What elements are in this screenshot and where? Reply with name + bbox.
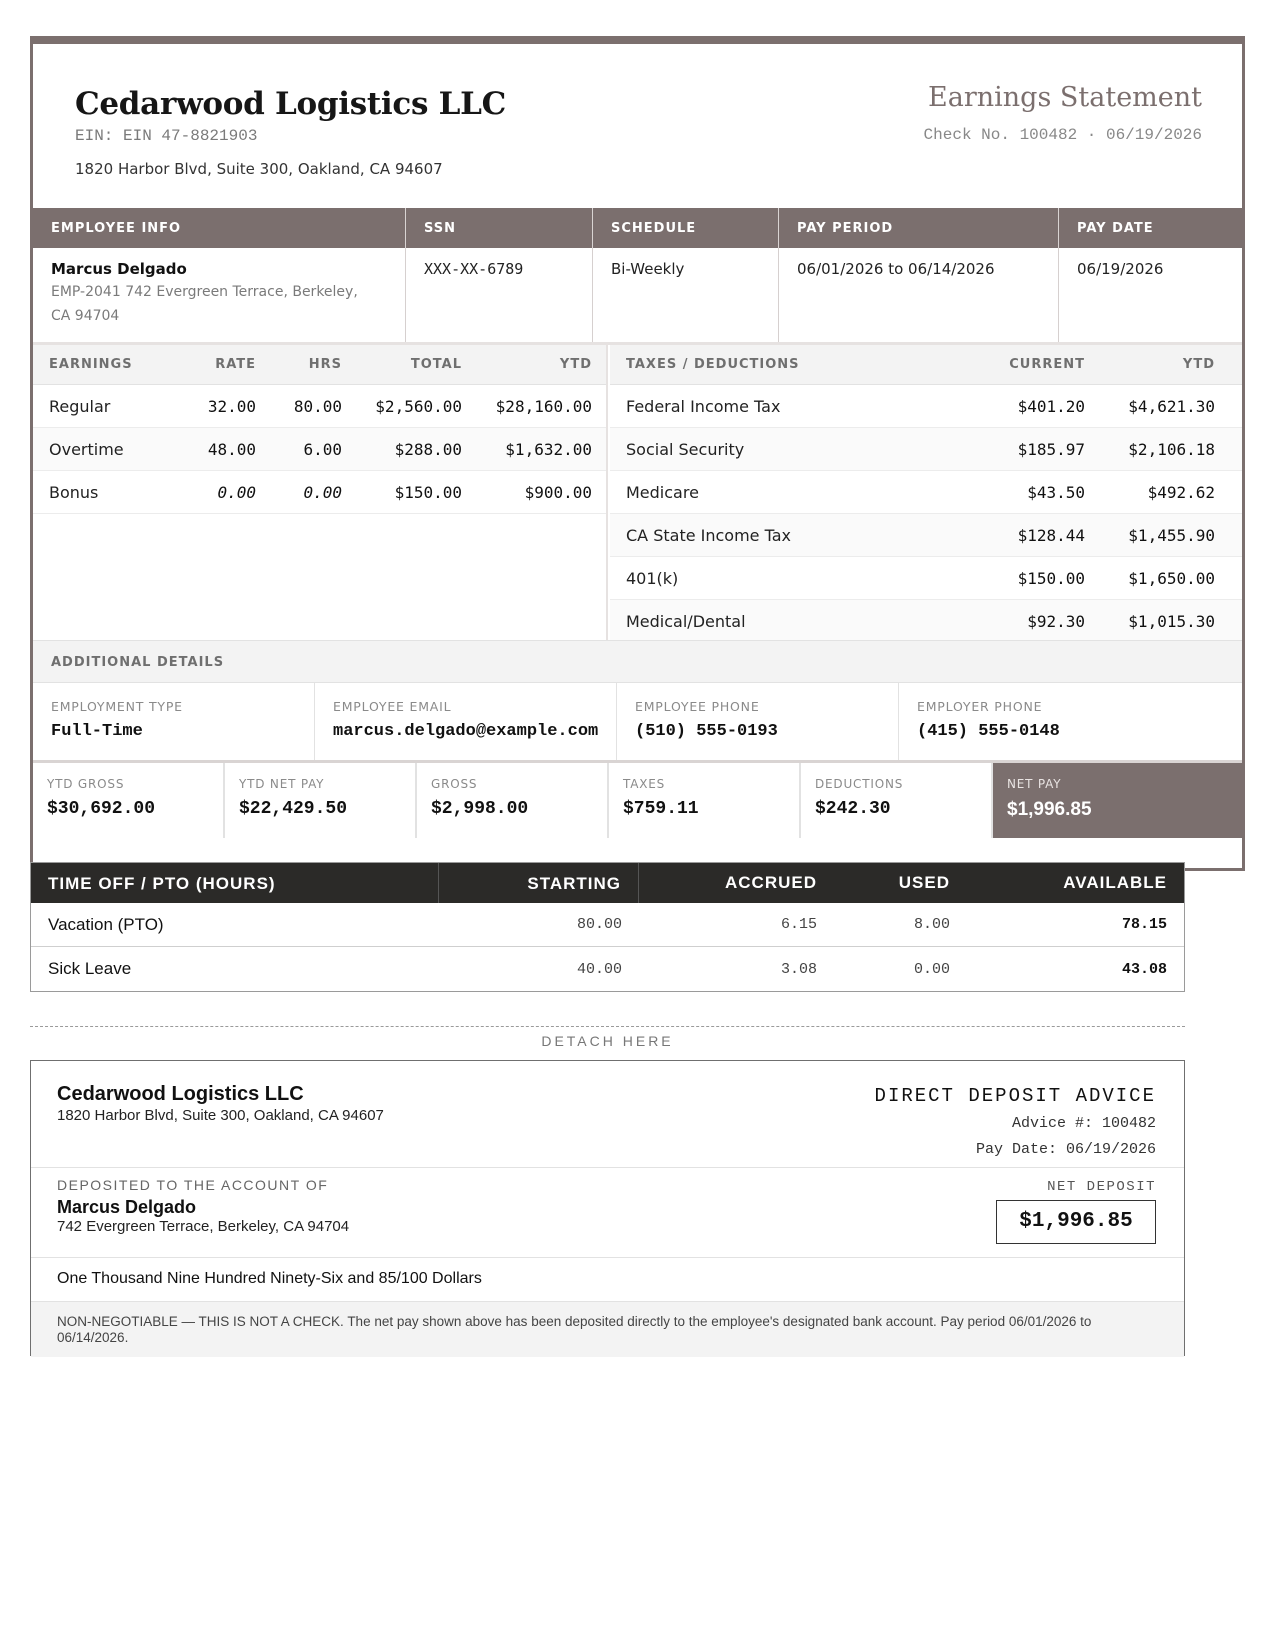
deduction-row (610, 600, 1242, 643)
net-deposit-amount: $1,996.85 (996, 1200, 1156, 1244)
deduction-ytd: $1,455.90 (1128, 525, 1215, 545)
ytd-heading: YTD (559, 357, 592, 372)
deduction-row (610, 385, 1242, 428)
schedule-value: Bi-Weekly (593, 248, 779, 342)
pay-period-value: 06/01/2026 to 06/14/2026 (779, 248, 1059, 342)
deduction-current: $128.44 (1017, 525, 1085, 545)
divider (31, 1167, 1184, 1168)
net-deposit-label: NET DEPOSIT (1047, 1179, 1156, 1195)
pto-used: 8.00 (913, 916, 950, 933)
net-pay-value: $1,996.85 (1007, 799, 1092, 820)
additional-details-row (33, 682, 1242, 760)
ytd-gross-label: YTD GROSS (47, 777, 125, 791)
earnings-label: Overtime (49, 439, 124, 459)
gross-value: $2,998.00 (431, 799, 529, 819)
earnings-total: $2,560.00 (375, 396, 462, 416)
ytd-gross-value: $30,692.00 (47, 799, 156, 819)
gross-label: GROSS (431, 777, 478, 791)
earnings-label: Regular (49, 396, 111, 416)
net-pay-label: NET PAY (1007, 777, 1062, 791)
check-number-date: Check No. 100482 · 06/19/2026 (923, 126, 1202, 144)
deduction-ytd: $1,015.30 (1128, 612, 1215, 631)
accrued-heading: ACCRUED (725, 873, 817, 892)
earnings-row (33, 428, 606, 471)
totals-row (33, 760, 1242, 838)
employer-phone-value: (415) 555-0148 (917, 722, 1060, 741)
pto-label: Vacation (PTO) (48, 914, 164, 934)
statement-header (33, 44, 1242, 208)
employee-email-label: EMPLOYEE EMAIL (333, 699, 452, 714)
earnings-rate: 32.00 (207, 396, 256, 416)
ytd-net-pay-cell (225, 763, 417, 838)
deduction-label: CA State Income Tax (626, 525, 791, 545)
deduction-label: Social Security (626, 439, 745, 459)
employment-type-cell (33, 683, 315, 760)
earnings-hours: 80.00 (293, 396, 342, 416)
employment-type-value: Full-Time (51, 722, 143, 741)
pay-date-heading: PAY DATE (1077, 221, 1154, 236)
divider (31, 1257, 1184, 1258)
additional-details-heading: ADDITIONAL DETAILS (33, 640, 1242, 682)
advice-company-name: Cedarwood Logistics LLC (57, 1083, 304, 1105)
employment-type-label: EMPLOYMENT TYPE (51, 699, 183, 714)
employee-phone-value: (510) 555-0193 (635, 722, 778, 741)
detach-line (30, 1026, 1185, 1027)
earnings-ytd: $900.00 (524, 482, 592, 502)
pay-date-value: 06/19/2026 (1077, 260, 1164, 278)
net-pay-cell (993, 763, 1242, 838)
earnings-total: $288.00 (394, 439, 462, 459)
deduction-current: $401.20 (1017, 396, 1085, 416)
available-heading: AVAILABLE (1063, 873, 1167, 892)
employee-info-cell (33, 248, 406, 342)
ytd-gross-cell (33, 763, 225, 838)
advice-title: DIRECT DEPOSIT ADVICE (874, 1085, 1156, 1107)
pay-period-heading: PAY PERIOD (779, 208, 1059, 248)
employee-info-heading: EMPLOYEE INFO (33, 208, 406, 248)
deduction-current: $92.30 (1027, 612, 1085, 631)
amount-in-words: One Thousand Nine Hundred Ninety-Six and 85/100 Dollars (57, 1270, 482, 1287)
current-heading: CURRENT (1009, 357, 1085, 372)
company-name: Cedarwood Logistics LLC (75, 86, 506, 122)
hrs-heading: HRS (308, 357, 342, 372)
earnings-ytd: $1,632.00 (505, 439, 592, 459)
pto-starting: 40.00 (576, 960, 622, 978)
deduction-label: 401(k) (626, 568, 679, 588)
earnings-ytd: $28,160.00 (495, 396, 592, 416)
earnings-total: $150.00 (394, 482, 462, 502)
earnings-label: Bonus (49, 482, 99, 502)
deductions-ytd-heading: YTD (1182, 357, 1215, 372)
pto-header-row (31, 863, 1184, 903)
pto-starting: 80.00 (576, 916, 622, 933)
direct-deposit-advice (30, 1060, 1185, 1356)
deduction-row (610, 471, 1242, 514)
total-heading: TOTAL (410, 357, 462, 372)
pto-used: 0.00 (913, 960, 950, 978)
pto-accrued: 6.15 (780, 916, 817, 933)
earnings-hours: 6.00 (303, 439, 342, 459)
schedule-heading: SCHEDULE (593, 208, 779, 248)
advice-employee-address: 742 Evergreen Terrace, Berkeley, CA 94704 (57, 1218, 350, 1235)
deduction-current: $43.50 (1027, 482, 1085, 502)
taxes-label: TAXES (623, 777, 666, 791)
company-ein: EIN: EIN 47-8821903 (75, 127, 258, 145)
employer-phone-label: EMPLOYER PHONE (917, 699, 1043, 714)
earnings-table (33, 345, 608, 640)
deductions-total-value: $242.30 (815, 799, 891, 819)
deduction-ytd: $492.62 (1147, 482, 1215, 502)
gross-cell (417, 763, 609, 838)
earnings-rate: 0.00 (217, 482, 256, 502)
deductions-header-row (610, 345, 1242, 385)
deduction-ytd: $1,650.00 (1128, 568, 1215, 588)
deduction-label: Federal Income Tax (626, 396, 781, 416)
taxes-cell (609, 763, 801, 838)
ssn-heading: SSN (406, 208, 593, 248)
earnings-hours: 0.00 (303, 482, 342, 502)
earnings-statement (30, 36, 1245, 871)
pto-available: 43.08 (1121, 960, 1167, 978)
document-title: Earnings Statement (928, 82, 1202, 113)
rate-heading: RATE (215, 357, 256, 372)
ssn-value: XXX-XX-6789 (406, 248, 593, 342)
earnings-rate: 48.00 (207, 439, 256, 459)
pto-row (31, 947, 1184, 991)
earnings-heading: EARNINGS (49, 357, 133, 372)
employee-info-row (33, 248, 1242, 342)
employee-email-value: marcus.delgado@example.com (333, 722, 599, 741)
deduction-label: Medicare (626, 482, 699, 502)
ytd-net-pay-value: $22,429.50 (239, 799, 348, 819)
earnings-row (33, 385, 606, 428)
employee-id-address: EMP-2041 742 Evergreen Terrace, Berkeley, CA 94704 (51, 284, 358, 324)
deductions-cell (801, 763, 993, 838)
pto-table (30, 862, 1185, 992)
pto-accrued: 3.08 (780, 960, 817, 978)
deduction-label: Medical/Dental (626, 612, 746, 631)
deductions-total-label: DEDUCTIONS (815, 777, 904, 791)
deduction-current: $150.00 (1017, 568, 1085, 588)
employee-phone-cell (617, 683, 899, 760)
deduction-ytd: $2,106.18 (1128, 439, 1215, 459)
pto-label: Sick Leave (48, 959, 132, 978)
employee-phone-label: EMPLOYEE PHONE (635, 699, 760, 714)
earnings-deductions-section (33, 342, 1242, 640)
employer-phone-cell (899, 683, 1242, 760)
starting-heading: STARTING (439, 863, 639, 903)
company-address: 1820 Harbor Blvd, Suite 300, Oakland, CA 94607 (75, 160, 443, 178)
advice-pay-date: Pay Date: 06/19/2026 (975, 1141, 1156, 1158)
employee-name: Marcus Delgado (51, 260, 187, 278)
deduction-row (610, 428, 1242, 471)
taxes-value: $759.11 (623, 799, 699, 819)
ytd-net-pay-label: YTD NET PAY (239, 777, 325, 791)
pto-heading: TIME OFF / PTO (HOURS) (31, 863, 439, 903)
earnings-header-row (33, 345, 606, 385)
employee-info-header (33, 208, 1242, 248)
pto-available: 78.15 (1121, 916, 1167, 933)
employee-email-cell (315, 683, 617, 760)
deductions-table (610, 345, 1242, 640)
deduction-row (610, 514, 1242, 557)
pto-row (31, 903, 1184, 947)
advice-employee-name: Marcus Delgado (57, 1197, 197, 1217)
earnings-row (33, 471, 606, 514)
deduction-ytd: $4,621.30 (1128, 396, 1215, 416)
advice-company-address: 1820 Harbor Blvd, Suite 300, Oakland, CA 94607 (57, 1107, 384, 1124)
taxes-deductions-heading: TAXES / DEDUCTIONS (626, 357, 800, 372)
deduction-current: $185.97 (1017, 439, 1085, 459)
used-heading: USED (898, 873, 950, 892)
deposited-to-label: DEPOSITED TO THE ACCOUNT OF (57, 1177, 329, 1193)
detach-label: DETACH HERE (541, 1033, 674, 1049)
deduction-row (610, 557, 1242, 600)
advice-number: Advice #: 100482 (1011, 1115, 1156, 1132)
non-negotiable-notice: NON-NEGOTIABLE — THIS IS NOT A CHECK. The net pay shown above has been deposited directly to the employee's designated bank account. Pay period 06/01/2026 to 06/14/2026. (31, 1301, 1184, 1357)
